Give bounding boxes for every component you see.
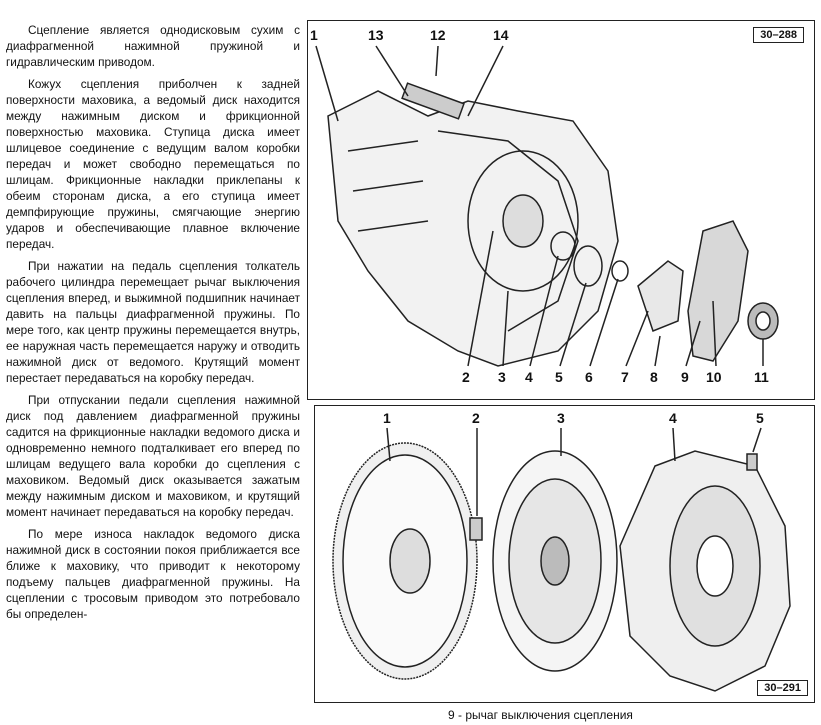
figure-caption: 9 - рычаг выключения сцепления — [448, 708, 633, 722]
callout-label: 7 — [621, 369, 629, 385]
figure-code: 30–288 — [753, 27, 804, 43]
callout-label: 5 — [555, 369, 563, 385]
paragraph-4: При отпускании педали сцепления нажимной диск под давлением диафрагменной пружины садится на фрикционные накладки ведомого диска и одновременно немного подталкивает его вперед по шлицам ведущего вала коробки до сцепления с маховиком. Ведомый диск оказывается зажатым между нажимным диском и маховиком, и крутящий момент начинает передаваться на коробку передач. — [6, 393, 300, 519]
paragraph-2: Кожух сцепления приболчен к задней поверхности маховика, а ведомый диск находится между нажимным диском и фрикционной поверхностью маховика. Ступица диска имеет шлицевое соединение с ведущим валом коробки передач и может свободно перемещаться по шлицам. Фрикционные накладки приклепаны к обеим сторонам диска, а его ступица имеет демпфирующие пружины, смягчающие энергию ударов и обеспечивающие плавное включение передач. — [6, 77, 300, 251]
callout-label: 10 — [706, 369, 722, 385]
callout-label: 13 — [368, 27, 384, 43]
paragraph-3: При нажатии на педаль сцепления толкатель рабочего цилиндра перемещает рычаг выключения сцепления вперед, и выжимной подшипник начинает давить на пальцы диафрагменной пружины. По мере того, как центр пружины перемещается внутрь, ее наружная часть перемещается наружу и отводить нажимной диск от ведомого. Крутящий момент перестает передаваться на коробку передач. — [6, 259, 300, 385]
callout-label: 3 — [557, 410, 565, 426]
callout-label: 2 — [472, 410, 480, 426]
callout-label: 12 — [430, 27, 446, 43]
callout-label: 5 — [756, 410, 764, 426]
body-text — [6, 22, 300, 628]
paragraph-5: По мере износа накладок ведомого диска нажимной диск в состоянии покоя приближается все ближе к маховику, что приводит к некоторому подъему пальцев диафрагменной пружины. На сцеплении с тросовым приводом это потребовало бы определен- — [6, 527, 300, 621]
callout-label: 14 — [493, 27, 509, 43]
callout-label: 4 — [669, 410, 677, 426]
callout-label: 1 — [383, 410, 391, 426]
callout-label: 2 — [462, 369, 470, 385]
callout-label: 4 — [525, 369, 533, 385]
callout-label: 6 — [585, 369, 593, 385]
gearbox-illustration — [308, 21, 814, 399]
clutch-parts-illustration — [315, 406, 814, 702]
callout-label: 8 — [650, 369, 658, 385]
callout-label: 3 — [498, 369, 506, 385]
clutch-parts-figure — [314, 405, 815, 703]
paragraph-1: Сцепление является однодисковым сухим с диафрагменной нажимной пружиной и гидравлическим приводом. — [6, 23, 300, 69]
gearbox-figure — [307, 20, 815, 400]
figure-code: 30–291 — [757, 680, 808, 696]
callout-label: 1 — [310, 27, 318, 43]
callout-label: 11 — [754, 369, 769, 385]
callout-label: 9 — [681, 369, 689, 385]
